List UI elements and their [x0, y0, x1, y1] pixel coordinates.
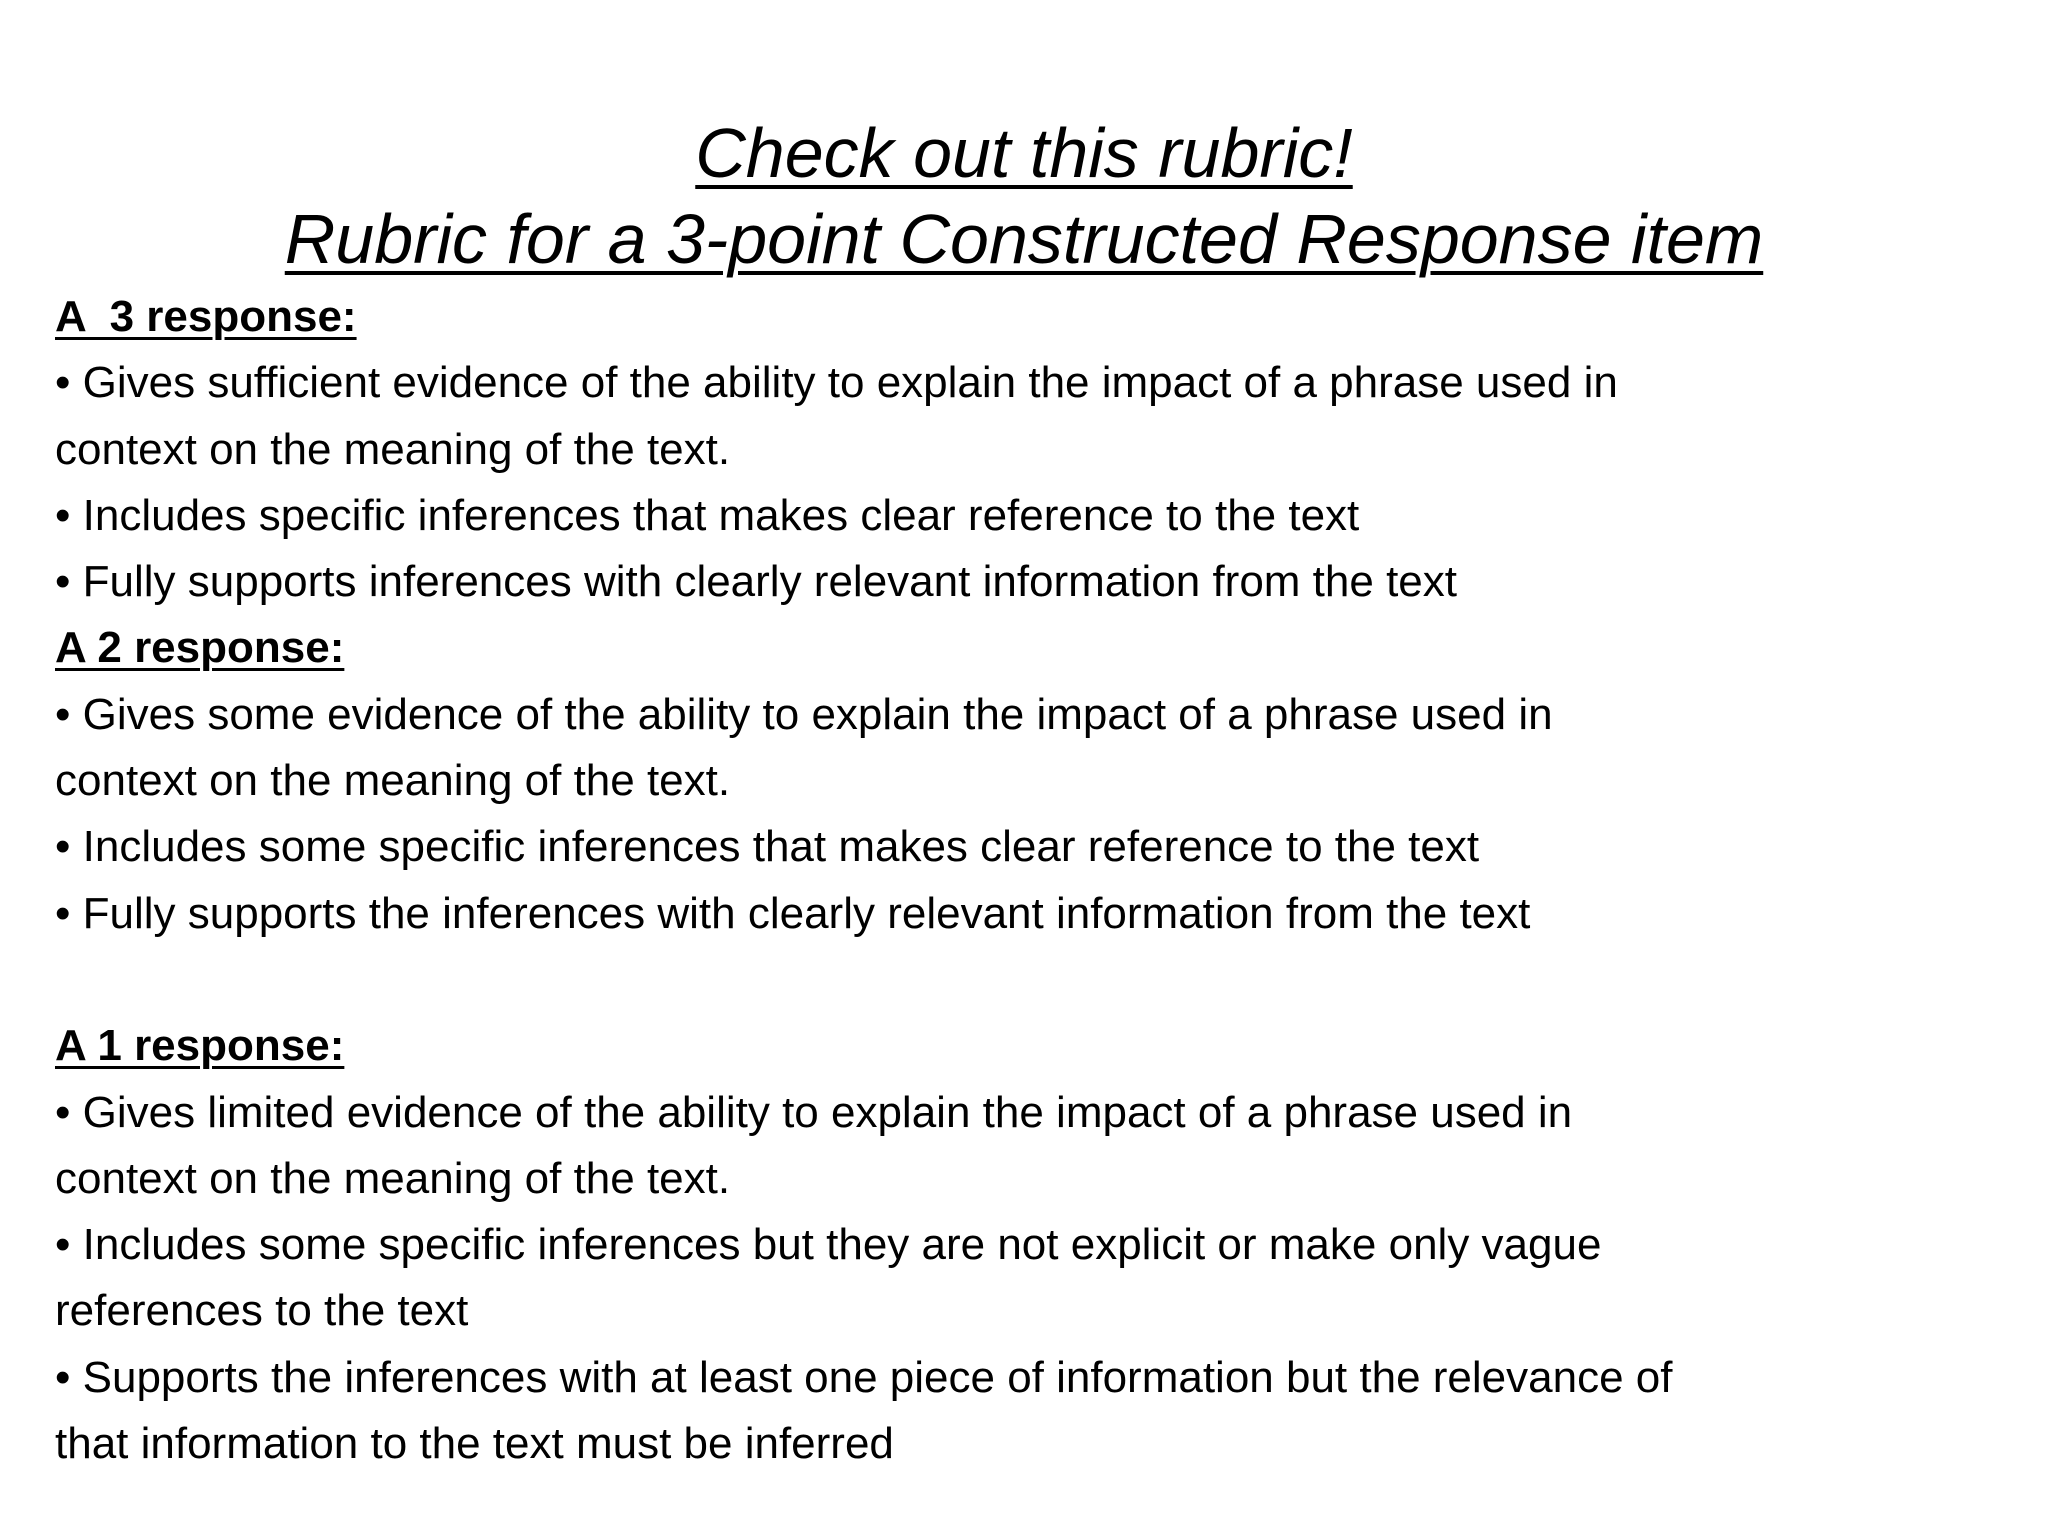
section-score-1 [55, 1013, 1955, 1477]
rubric-line: • Includes specific inferences that makes clear reference to the text [55, 490, 1360, 540]
rubric-line: context on the meaning of the text. [55, 756, 731, 806]
rubric-line: • Gives limited evidence of the ability to explain the impact of a phrase used in [55, 1087, 1573, 1137]
slide-title: Check out this rubric! [695, 114, 1353, 192]
rubric-line: • Gives sufficient evidence of the ability to explain the impact of a phrase used in [55, 358, 1618, 408]
rubric-line: • Fully supports inferences with clearly relevant information from the text [55, 557, 1457, 607]
title-block [0, 110, 2048, 282]
rubric-line: • Gives some evidence of the ability to explain the impact of a phrase used in [55, 689, 1553, 739]
rubric-line: references to the text [55, 1286, 469, 1336]
rubric-line: context on the meaning of the text. [55, 1153, 731, 1203]
section-heading: A 1 response: [55, 1021, 345, 1071]
rubric-line: that information to the text must be inferred [55, 1419, 894, 1469]
section-score-2 [55, 615, 1955, 946]
blank-line [55, 947, 1955, 1013]
rubric-line: context on the meaning of the text. [55, 424, 731, 474]
section-score-3 [55, 284, 1955, 615]
rubric-line: • Includes some specific inferences but they are not explicit or make only vague [55, 1220, 1602, 1270]
rubric-line: • Supports the inferences with at least one piece of information but the relevance of [55, 1352, 1673, 1402]
slide-subtitle: Rubric for a 3-point Constructed Response item [284, 200, 1764, 278]
rubric-line: • Includes some specific inferences that makes clear reference to the text [55, 822, 1480, 872]
section-heading: A 2 response: [55, 623, 345, 673]
section-heading: A 3 response: [55, 292, 357, 341]
rubric-content [55, 284, 1955, 1477]
rubric-line: • Fully supports the inferences with clearly relevant information from the text [55, 888, 1531, 938]
